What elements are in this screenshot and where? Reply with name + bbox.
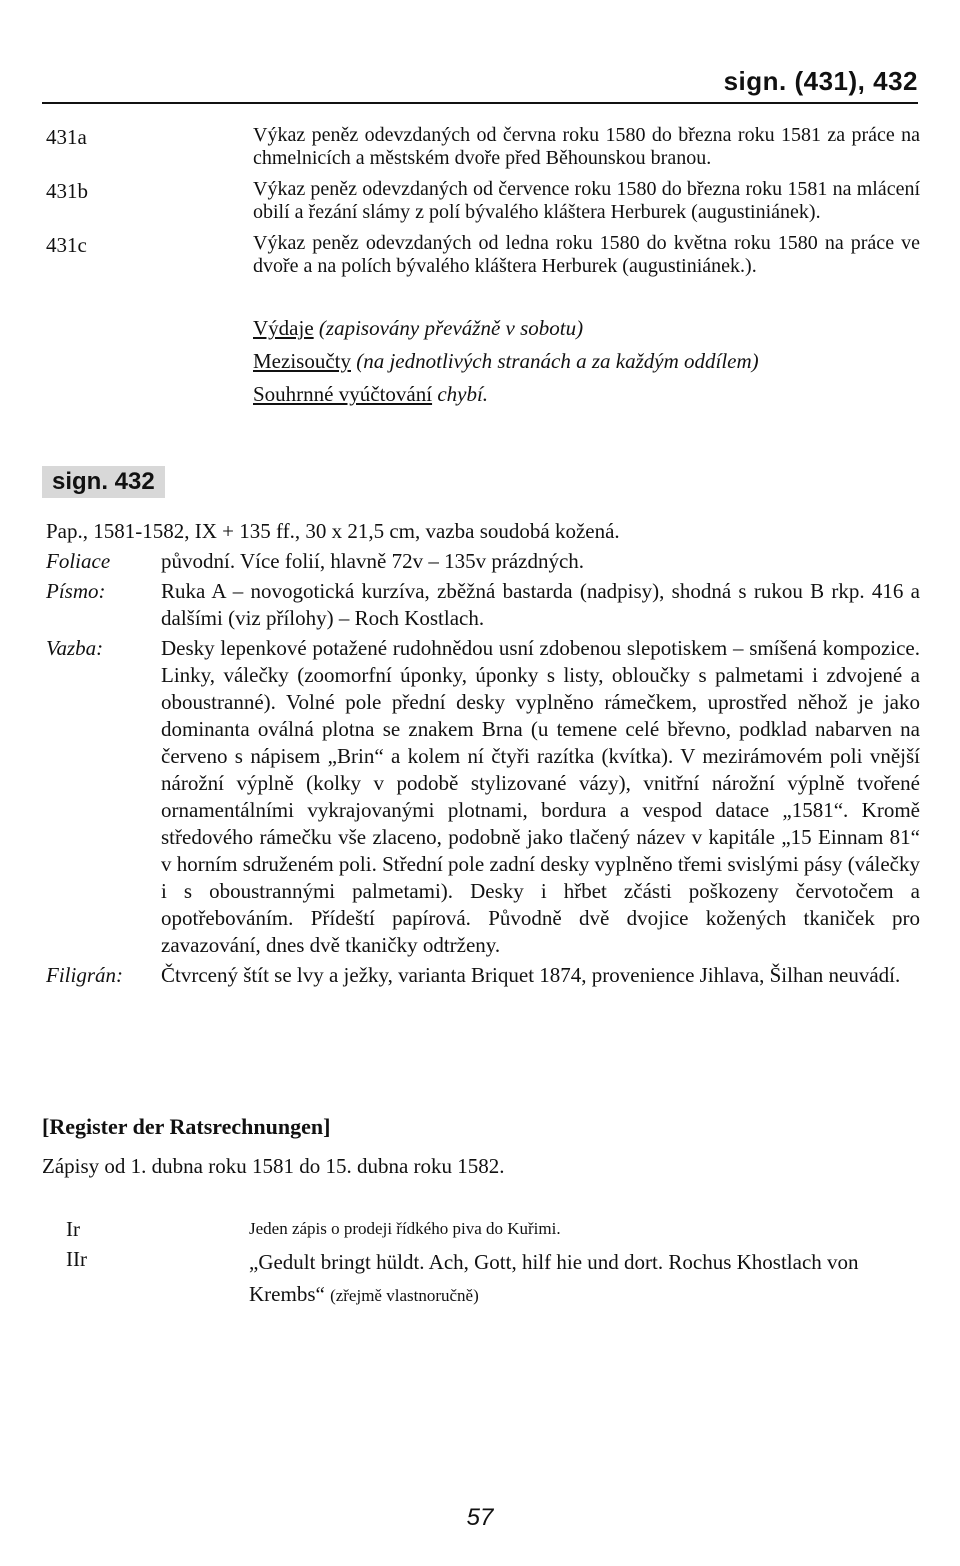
- entries-list: [46, 124, 920, 286]
- records-range: Zápisy od 1. dubna roku 1581 do 15. dubna roku 1582.: [42, 1154, 505, 1178]
- entry-description: Výkaz peněz odevzdaných od ledna roku 1580 do května roku 1580 na práce ve dvoře a na polích bývalého kláštera Herburek (augustiniánek.).: [253, 232, 920, 277]
- entry-description: Výkaz peněz odevzdaných od června roku 1580 do března roku 1581 za práce na chmelnicích a městském dvoře před Běhounskou branou.: [253, 124, 920, 169]
- note-term: Výdaje: [253, 316, 314, 340]
- folio-note: (zřejmě vlastnoručně): [330, 1286, 479, 1305]
- register-title: [Register der Ratsrechnungen]: [42, 1114, 331, 1139]
- signature-badge: sign. 432: [42, 466, 165, 498]
- folio-ir: [66, 1216, 926, 1242]
- note-souhrnne: [253, 378, 923, 411]
- field-label: Písmo:: [46, 579, 106, 603]
- note-detail: (na jednotlivých stranách a za každým oddílem): [356, 349, 759, 373]
- note-term: Souhrnné vyúčtování: [253, 382, 433, 406]
- entry-number: 431c: [46, 233, 87, 257]
- field-value: Ruka A – novogotická kurzíva, zběžná bastarda (nadpisy), shodná s rukou B rkp. 416 a dalšími (viz přílohy) – Roch Kostlach.: [161, 579, 920, 630]
- physical-description: [46, 518, 920, 989]
- field-vazba: [46, 635, 920, 959]
- field-value: Desky lepenkové potažené rudohnědou usní zdobenou slepotiskem – smíšená kompozice. Linky, válečky (zoomorfní úponky, úponky s listy, obloučky s palmetami i zdvojené a oboustranné). Volné pole přední desky vyplněno rámečkem, uprostřed něhož je jako dominanta oválná plotna se znakem Brna (u temene celé břevno, podklad nabarven na červeno s nápisem „Brin“ a kolem ní čtyři razítka (kvítka). V mezirámovém poli vnější nárožní výplně (kolky v podobě stylizované vázy), vnitřní nárožní výplně tvořené ornamentálními vykrajovanými plotnami, bordura a vespod datace „1581“. Kromě středového rámečku vše zlaceno, podobně jako tlačený název v kapitále „15 Einnam 81“ v horním sdruženém poli. Střední pole zadní desky vyplněno třemi svislými pásy (válečky i s oboustrannými palmetami). Desky i hřbet zčásti poškozeny červotočem a opotřebováním. Přídeští papírová. Původně dvě dvojice kožených tkaniček pro zavazování, dnes dvě tkaničky odtrženy.: [161, 636, 920, 957]
- folio-number: Ir: [66, 1217, 80, 1241]
- field-label: Foliace: [46, 549, 111, 573]
- folio-text: Jeden zápis o prodeji řídkého piva do Kuřimi.: [249, 1219, 561, 1238]
- note-vydaje: [253, 312, 923, 345]
- field-value: Čtvrcený štít se lvy a ježky, varianta Briquet 1874, provenience Jihlava, Šilhan neuvádí.: [161, 963, 901, 987]
- header-rule: [42, 102, 918, 104]
- folio-quote: „Gedult bringt hüldt. Ach, Gott, hilf hie und dort. Rochus Khostlach von Krembs“: [249, 1250, 859, 1306]
- field-value: původní. Více folií, hlavně 72v – 135v prázdných.: [161, 549, 585, 573]
- field-foliace: [46, 548, 920, 575]
- folio-text-wrap: [249, 1246, 926, 1312]
- folio-iir: [66, 1246, 926, 1312]
- entry-431c: [46, 232, 920, 278]
- entry-description: Výkaz peněz odevzdaných od července roku 1580 do března roku 1581 na mlácení obilí a řezání slámy z polí bývalého kláštera Herburek (augustiniánek).: [253, 178, 920, 223]
- note-mezisoucty: [253, 345, 923, 378]
- folio-number: IIr: [66, 1247, 87, 1271]
- field-label: Filigrán:: [46, 963, 123, 987]
- entry-431b: [46, 178, 920, 224]
- folio-list: [66, 1216, 926, 1316]
- field-label: Vazba:: [46, 636, 104, 660]
- physical-summary: Pap., 1581-1582, IX + 135 ff., 30 x 21,5 cm, vazba soudobá kožená.: [46, 519, 620, 543]
- running-header-signature: sign. (431), 432: [723, 66, 918, 96]
- page-number: 57: [466, 1504, 494, 1531]
- note-detail: (zapisovány převážně v sobotu): [318, 316, 584, 340]
- note-detail: chybí.: [437, 382, 489, 406]
- field-pismo: [46, 578, 920, 632]
- field-filigran: [46, 962, 920, 989]
- entry-number: 431a: [46, 125, 87, 149]
- entry-431a: [46, 124, 920, 170]
- content-notes: [253, 312, 923, 411]
- note-term: Mezisoučty: [253, 349, 351, 373]
- entry-number: 431b: [46, 179, 88, 203]
